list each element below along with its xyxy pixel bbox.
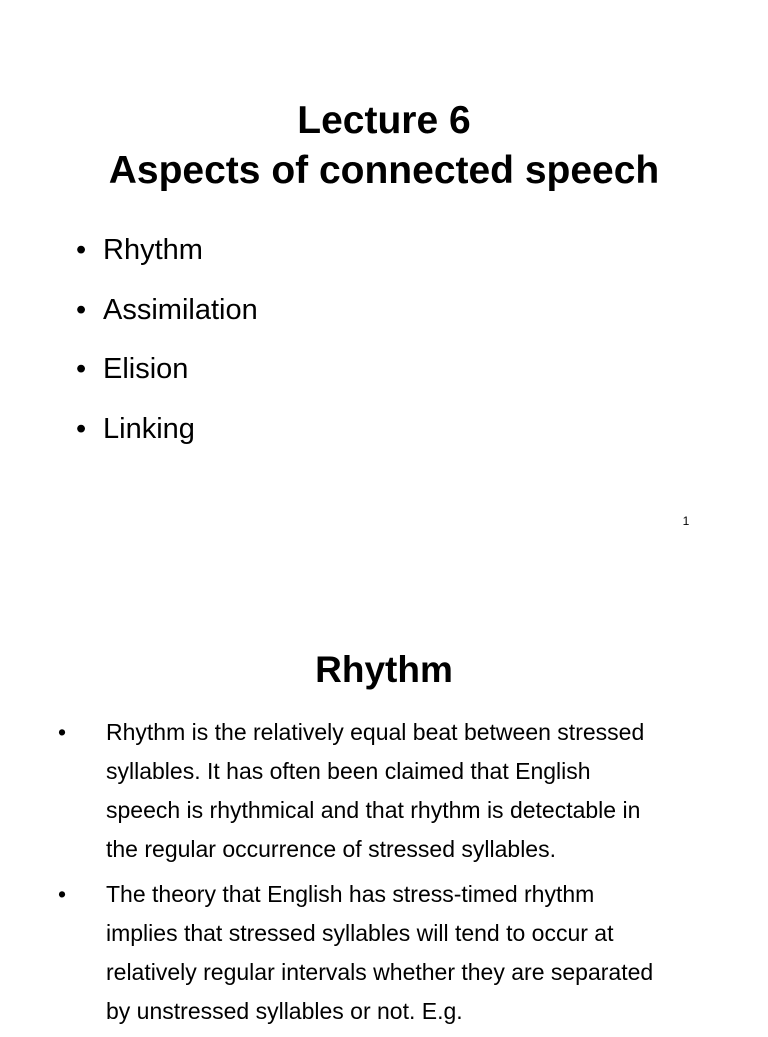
list-item-label: Assimilation bbox=[103, 293, 258, 326]
paragraph-line: implies that stressed syllables will tend to occur at bbox=[106, 920, 614, 946]
slide-title: Rhythm bbox=[315, 649, 453, 690]
bullet-icon: • bbox=[58, 719, 67, 745]
paragraph-line: The theory that English has stress-timed rhythm bbox=[106, 881, 595, 907]
bullet-icon: • bbox=[76, 234, 87, 266]
list-item bbox=[76, 409, 258, 469]
paragraph-line: the regular occurrence of stressed syllables. bbox=[106, 836, 556, 862]
bullet-icon: • bbox=[76, 412, 87, 445]
list-item bbox=[76, 349, 258, 409]
bullet-icon: • bbox=[76, 293, 87, 326]
slide-2 bbox=[0, 560, 768, 1024]
slide-title bbox=[0, 96, 768, 196]
list-item-label: Rhythm bbox=[103, 234, 203, 266]
paragraph-line: syllables. It has often been claimed that English bbox=[106, 758, 591, 784]
bullet-icon: • bbox=[58, 881, 67, 907]
paragraph-item bbox=[0, 713, 768, 869]
paragraph-line: speech is rhythmical and that rhythm is detectable in bbox=[106, 797, 641, 823]
title-line-2: Aspects of connected speech bbox=[108, 149, 660, 192]
list-item bbox=[76, 230, 258, 290]
paragraph-line: relatively regular intervals whether they are separated bbox=[106, 959, 654, 985]
paragraph-item bbox=[0, 875, 768, 1031]
title-line-1: Lecture 6 bbox=[297, 99, 471, 142]
list-item bbox=[76, 290, 258, 350]
paragraph-line: Rhythm is the relatively equal beat between stressed bbox=[106, 719, 645, 745]
list-item-label: Elision bbox=[103, 353, 189, 385]
list-item-label: Linking bbox=[103, 412, 195, 445]
topic-list bbox=[76, 230, 258, 468]
bullet-icon: • bbox=[76, 353, 87, 385]
page-number: 1 bbox=[682, 514, 690, 528]
paragraph-list bbox=[0, 713, 768, 1037]
paragraph-line: by unstressed syllables or not. E.g. bbox=[106, 998, 463, 1024]
